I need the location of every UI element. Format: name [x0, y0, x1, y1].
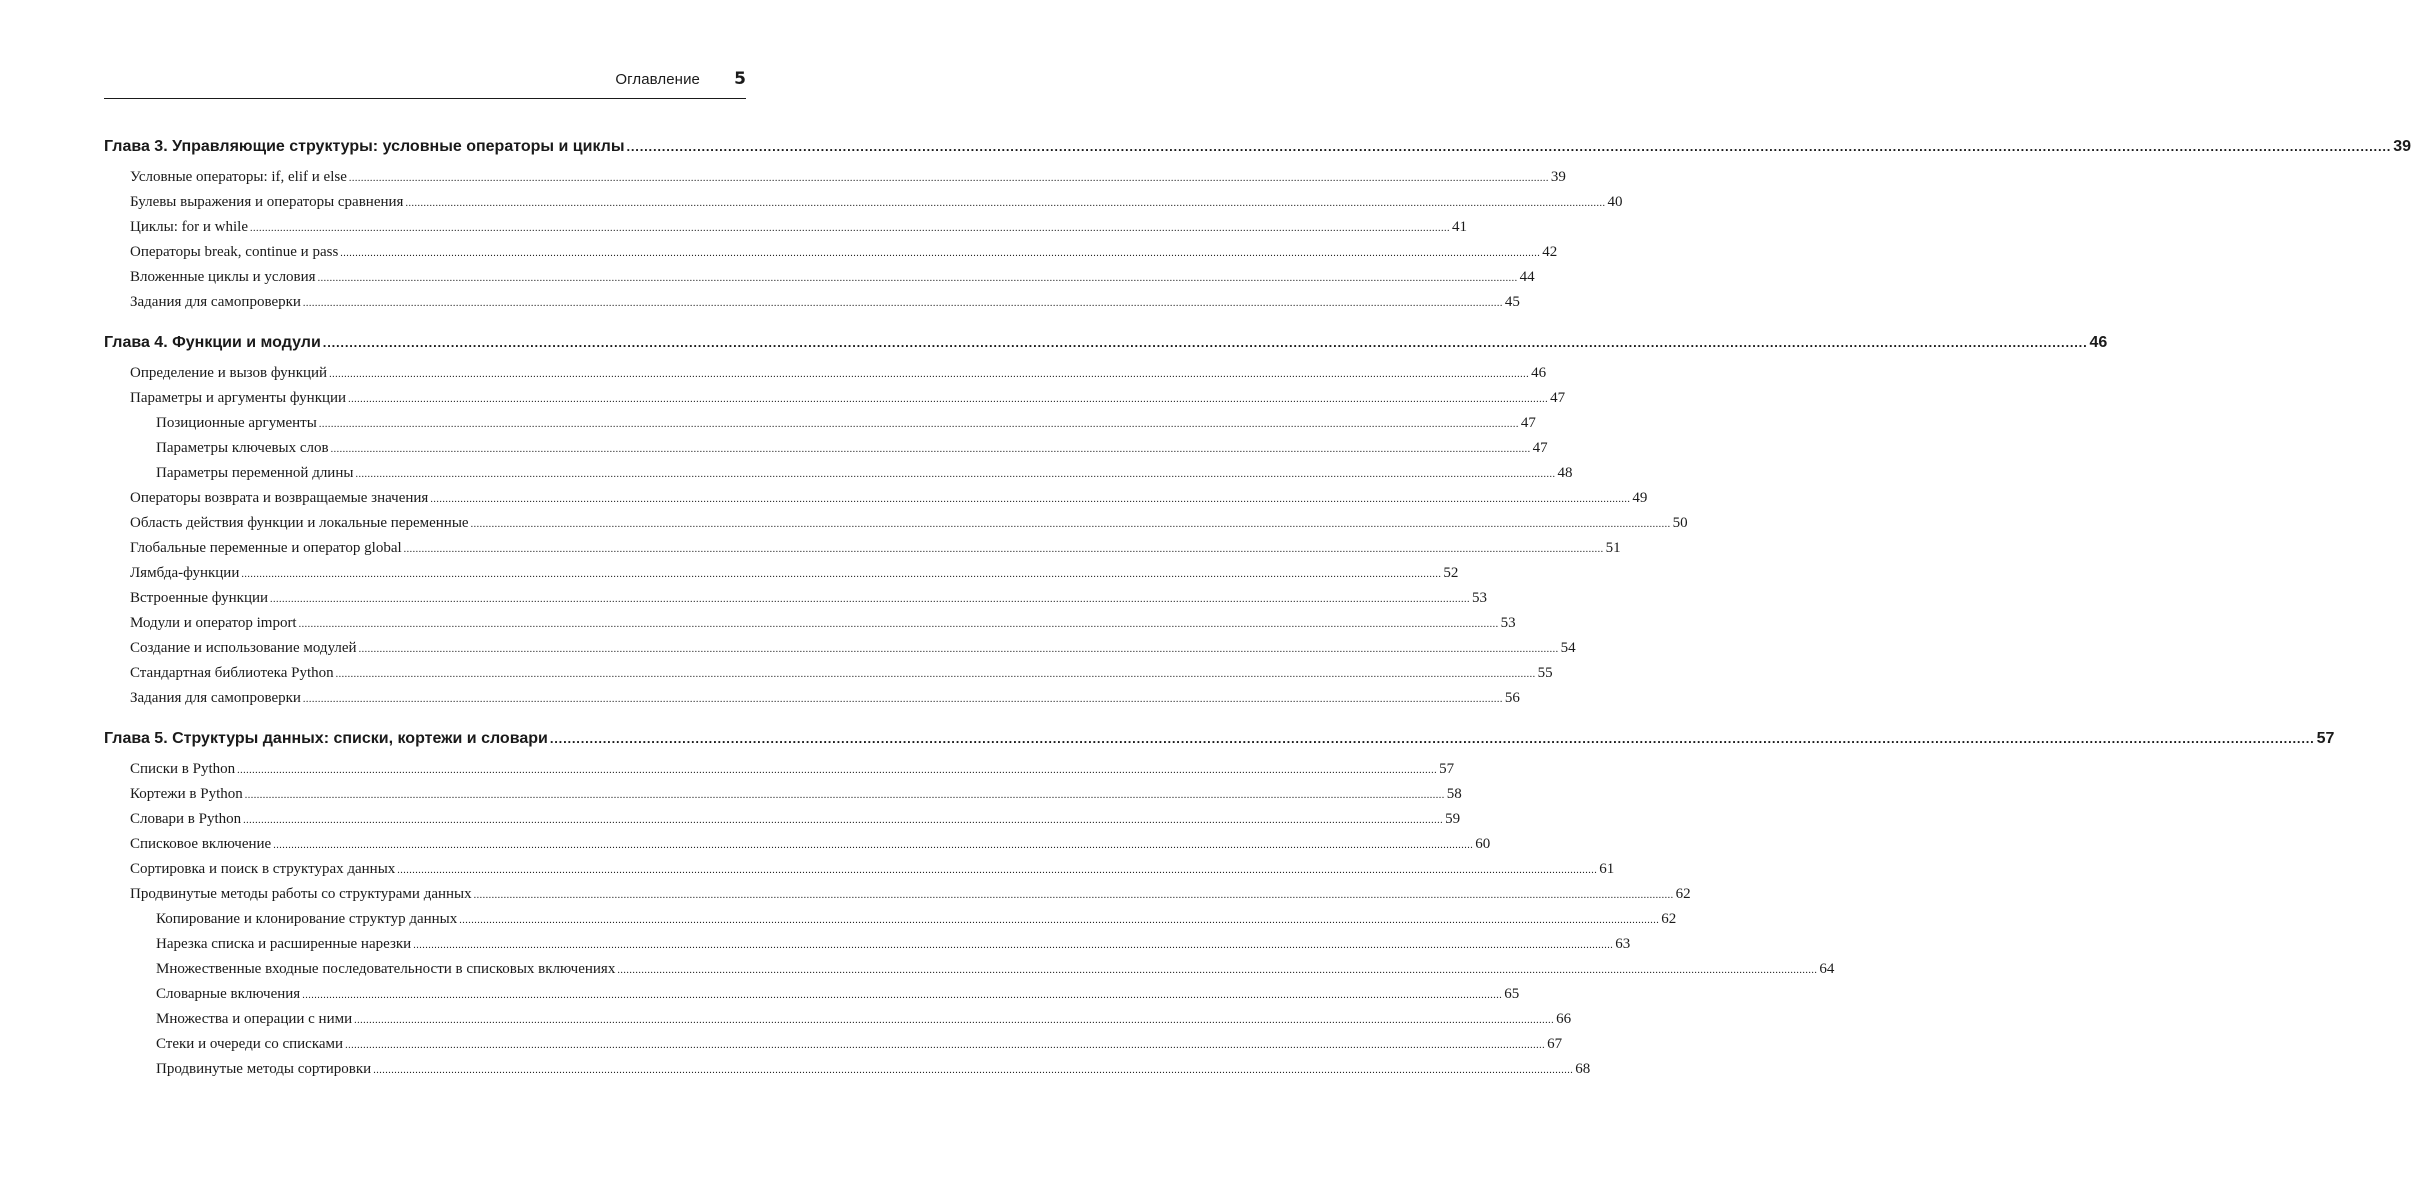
- toc-section-entry-page: 62: [1675, 886, 1691, 902]
- toc-section-entry[interactable]: [104, 861, 1615, 886]
- dot-leader: ................................................................................................................................................................................................................................................................................................................................................................................................................: [403, 544, 1604, 555]
- toc-section-entry[interactable]: [104, 690, 1520, 715]
- toc-subsection-entry-page: 64: [1819, 961, 1835, 977]
- toc-subsection-entry-page: 62: [1661, 911, 1677, 927]
- chapter-block: [104, 138, 2411, 319]
- dot-leader: ................................................................................................................................................................................................................................................................................................................................................................................................................: [302, 990, 1503, 1001]
- dot-leader: ................................................................................................................................................................................................................................................................................................................................................................................................................: [617, 965, 1818, 976]
- toc-section-entry-page: 46: [1531, 365, 1547, 381]
- chapter-heading-page: 46: [2089, 334, 2108, 351]
- toc-section-entry[interactable]: [104, 615, 1516, 640]
- toc-subsection-entry[interactable]: [104, 440, 1548, 465]
- chapter-heading[interactable]: [104, 138, 2411, 169]
- chapter-heading-page: 57: [2316, 730, 2335, 747]
- toc-section-entry-page: 44: [1519, 269, 1535, 285]
- chapter-heading[interactable]: [104, 730, 2335, 761]
- toc-section-entry-title: Область действия функции и локальные переменные: [130, 515, 469, 531]
- toc-section-entry-title: Операторы break, continue и pass: [130, 244, 339, 260]
- toc-subsection-entry-page: 67: [1547, 1036, 1563, 1052]
- toc-subsection-entry-title: Множественные входные последовательности в списковых включениях: [156, 961, 616, 977]
- running-header-title: Оглавление: [615, 71, 700, 88]
- toc-section-entry-title: Глобальные переменные и оператор global: [130, 540, 402, 556]
- dot-leader: ................................................................................................................................................................................................................................................................................................................................................................................................................: [298, 619, 1499, 630]
- toc-section-entry-page: 47: [1550, 390, 1566, 406]
- toc-section-entry[interactable]: [104, 244, 1558, 269]
- toc-section-entry-page: 61: [1599, 861, 1615, 877]
- toc-section-entry[interactable]: [104, 194, 1623, 219]
- dot-leader: ................................................................................................................................................................................................................................................................................................................................................................................................................: [348, 394, 1549, 405]
- toc-subsection-entry-page: 47: [1532, 440, 1548, 456]
- toc-section-entry-page: 60: [1475, 836, 1491, 852]
- toc-section-entry-page: 45: [1504, 294, 1520, 310]
- toc-subsection-entry[interactable]: [104, 1061, 1591, 1086]
- dot-leader: ................................................................................................................................................................................................................................................................................................................................................................................................................: [273, 840, 1474, 851]
- page-header: [104, 70, 746, 99]
- dot-leader: ................................................................................................................................................................................................................................................................................................................................................................................................................: [270, 594, 1471, 605]
- toc-section-entry-title: Модули и оператор import: [130, 615, 297, 631]
- toc-subsection-entry-title: Параметры ключевых слов: [156, 440, 329, 456]
- toc-section-entry-page: 50: [1672, 515, 1688, 531]
- dot-leader: ................................................................................................................................................................................................................................................................................................................................................................................................................: [345, 1040, 1546, 1051]
- dot-leader: ................................................................................................................................................................................................................................................................................................................................................................................................................: [549, 731, 2315, 746]
- toc-section-entry[interactable]: [104, 836, 1491, 861]
- toc-section-entry[interactable]: [104, 515, 1688, 540]
- toc-section-entry-title: Условные операторы: if, elif и else: [130, 169, 347, 185]
- toc-section-entry-page: 39: [1550, 169, 1566, 185]
- toc-section-entry-page: 53: [1472, 590, 1488, 606]
- dot-leader: ................................................................................................................................................................................................................................................................................................................................................................................................................: [322, 335, 2088, 350]
- dot-leader: ................................................................................................................................................................................................................................................................................................................................................................................................................: [354, 1015, 1555, 1026]
- dot-leader: ................................................................................................................................................................................................................................................................................................................................................................................................................: [430, 494, 1631, 505]
- toc-section-entry-page: 54: [1560, 640, 1576, 656]
- toc-subsection-entry[interactable]: [104, 1036, 1563, 1061]
- toc-subsection-entry-page: 68: [1575, 1061, 1591, 1077]
- chapter-heading[interactable]: [104, 334, 2108, 365]
- toc-section-entry[interactable]: [104, 886, 1691, 911]
- toc-subsection-entry-page: 66: [1556, 1011, 1572, 1027]
- toc-subsection-entry-title: Множества и операции с ними: [156, 1011, 353, 1027]
- dot-leader: ................................................................................................................................................................................................................................................................................................................................................................................................................: [329, 369, 1530, 380]
- toc-subsection-entry-page: 63: [1615, 936, 1631, 952]
- dot-leader: ................................................................................................................................................................................................................................................................................................................................................................................................................: [302, 298, 1503, 309]
- dot-leader: ................................................................................................................................................................................................................................................................................................................................................................................................................: [249, 223, 1450, 234]
- toc-subsection-entry-title: Продвинутые методы сортировки: [156, 1061, 372, 1077]
- toc-section-entry[interactable]: [104, 169, 1566, 194]
- dot-leader: ................................................................................................................................................................................................................................................................................................................................................................................................................: [355, 469, 1556, 480]
- toc-section-entry-title: Операторы возврата и возвращаемые значения: [130, 490, 429, 506]
- toc-section-entry-page: 49: [1632, 490, 1648, 506]
- toc-subsection-entry-title: Нарезка списка и расширенные нарезки: [156, 936, 412, 952]
- toc-section-entry-page: 52: [1443, 565, 1459, 581]
- toc-subsection-entry-title: Параметры переменной длины: [156, 465, 354, 481]
- toc-section-entry-page: 42: [1542, 244, 1558, 260]
- dot-leader: ................................................................................................................................................................................................................................................................................................................................................................................................................: [470, 519, 1671, 530]
- toc-section-entry[interactable]: [104, 490, 1648, 515]
- toc-section-entry[interactable]: [104, 540, 1621, 565]
- toc-subsection-entry[interactable]: [104, 1011, 1572, 1036]
- toc-section-entry[interactable]: [104, 640, 1576, 665]
- toc-section-entry-title: Параметры и аргументы функции: [130, 390, 347, 406]
- toc-section-entry-title: Создание и использование модулей: [130, 640, 357, 656]
- toc-section-entry-title: Словари в Python: [130, 811, 242, 827]
- toc-subsection-entry-page: 48: [1557, 465, 1573, 481]
- chapter-heading-title: Глава 3. Управляющие структуры: условные операторы и циклы: [104, 138, 625, 155]
- dot-leader: ................................................................................................................................................................................................................................................................................................................................................................................................................: [330, 444, 1531, 455]
- toc-subsection-entry[interactable]: [104, 465, 1573, 490]
- dot-leader: ................................................................................................................................................................................................................................................................................................................................................................................................................: [243, 815, 1444, 826]
- toc-subsection-entry[interactable]: [104, 415, 1536, 440]
- dot-leader: ................................................................................................................................................................................................................................................................................................................................................................................................................: [405, 198, 1606, 209]
- toc-section-entry-page: 53: [1500, 615, 1516, 631]
- dot-leader: ................................................................................................................................................................................................................................................................................................................................................................................................................: [237, 765, 1438, 776]
- dot-leader: ................................................................................................................................................................................................................................................................................................................................................................................................................: [626, 139, 2392, 154]
- toc-section-entry-page: 59: [1445, 811, 1461, 827]
- toc-section-entry-page: 41: [1451, 219, 1467, 235]
- toc-subsection-entry-title: Словарные включения: [156, 986, 301, 1002]
- chapter-heading-page: 39: [2393, 138, 2411, 155]
- toc-section-entry-title: Списки в Python: [130, 761, 236, 777]
- toc-section-entry-title: Задания для самопроверки: [130, 690, 301, 706]
- toc-section-entry[interactable]: [104, 786, 1462, 811]
- dot-leader: ................................................................................................................................................................................................................................................................................................................................................................................................................: [413, 940, 1614, 951]
- dot-leader: ................................................................................................................................................................................................................................................................................................................................................................................................................: [241, 569, 1442, 580]
- dot-leader: ................................................................................................................................................................................................................................................................................................................................................................................................................: [317, 273, 1518, 284]
- dot-leader: ................................................................................................................................................................................................................................................................................................................................................................................................................: [244, 790, 1445, 801]
- chapter-heading-title: Глава 5. Структуры данных: списки, кортежи и словари: [104, 730, 548, 747]
- toc-subsection-entry-title: Позиционные аргументы: [156, 415, 317, 431]
- toc-section-entry-title: Продвинутые методы работы со структурами данных: [130, 886, 472, 902]
- toc-section-entry-page: 57: [1439, 761, 1455, 777]
- chapter-block: [104, 730, 2335, 1086]
- toc-subsection-entry[interactable]: [104, 986, 1520, 1011]
- toc-section-entry-page: 51: [1605, 540, 1621, 556]
- toc-section-entry-title: Кортежи в Python: [130, 786, 243, 802]
- toc-section-entry-page: 56: [1504, 690, 1520, 706]
- toc-section-entry-title: Сортировка и поиск в структурах данных: [130, 861, 396, 877]
- page-number: 5: [734, 69, 746, 89]
- dot-leader: ................................................................................................................................................................................................................................................................................................................................................................................................................: [302, 694, 1503, 705]
- toc-section-entry-page: 40: [1607, 194, 1623, 210]
- toc-section-entry-page: 55: [1537, 665, 1553, 681]
- table-of-contents: [104, 138, 2411, 1101]
- dot-leader: ................................................................................................................................................................................................................................................................................................................................................................................................................: [348, 173, 1549, 184]
- toc-section-entry-title: Лямбда-функции: [130, 565, 240, 581]
- toc-subsection-entry-page: 47: [1520, 415, 1536, 431]
- toc-section-entry[interactable]: [104, 811, 1461, 836]
- toc-section-entry-title: Вложенные циклы и условия: [130, 269, 316, 285]
- toc-section-entry[interactable]: [104, 365, 1547, 390]
- dot-leader: ................................................................................................................................................................................................................................................................................................................................................................................................................: [358, 644, 1559, 655]
- toc-section-entry[interactable]: [104, 219, 1467, 244]
- toc-section-entry[interactable]: [104, 269, 1535, 294]
- dot-leader: ................................................................................................................................................................................................................................................................................................................................................................................................................: [318, 419, 1519, 430]
- toc-section-entry-title: Определение и вызов функций: [130, 365, 328, 381]
- toc-section-entry-title: Булевы выражения и операторы сравнения: [130, 194, 404, 210]
- toc-subsection-entry[interactable]: [104, 936, 1631, 961]
- toc-subsection-entry-page: 65: [1504, 986, 1520, 1002]
- toc-section-entry[interactable]: [104, 761, 1455, 786]
- toc-section-entry-page: 58: [1446, 786, 1462, 802]
- toc-section-entry-title: Циклы: for и while: [130, 219, 248, 235]
- toc-section-entry-title: Встроенные функции: [130, 590, 269, 606]
- dot-leader: ................................................................................................................................................................................................................................................................................................................................................................................................................: [335, 669, 1536, 680]
- toc-subsection-entry[interactable]: [104, 911, 1677, 936]
- toc-section-entry[interactable]: [104, 665, 1553, 690]
- toc-subsection-entry-title: Копирование и клонирование структур данных: [156, 911, 458, 927]
- toc-section-entry[interactable]: [104, 294, 1520, 319]
- chapter-heading-title: Глава 4. Функции и модули: [104, 334, 321, 351]
- toc-subsection-entry-title: Стеки и очереди со списками: [156, 1036, 344, 1052]
- chapter-block: [104, 334, 2108, 715]
- toc-section-entry-title: Задания для самопроверки: [130, 294, 301, 310]
- dot-leader: ................................................................................................................................................................................................................................................................................................................................................................................................................: [340, 248, 1541, 259]
- dot-leader: ................................................................................................................................................................................................................................................................................................................................................................................................................: [397, 865, 1598, 876]
- dot-leader: ................................................................................................................................................................................................................................................................................................................................................................................................................: [473, 890, 1674, 901]
- toc-section-entry[interactable]: [104, 565, 1459, 590]
- dot-leader: ................................................................................................................................................................................................................................................................................................................................................................................................................: [459, 915, 1660, 926]
- toc-subsection-entry[interactable]: [104, 961, 1835, 986]
- toc-section-entry[interactable]: [104, 590, 1488, 615]
- toc-section-entry-title: Стандартная библиотека Python: [130, 665, 334, 681]
- toc-section-entry-title: Списковое включение: [130, 836, 272, 852]
- dot-leader: ................................................................................................................................................................................................................................................................................................................................................................................................................: [373, 1065, 1574, 1076]
- toc-section-entry[interactable]: [104, 390, 1566, 415]
